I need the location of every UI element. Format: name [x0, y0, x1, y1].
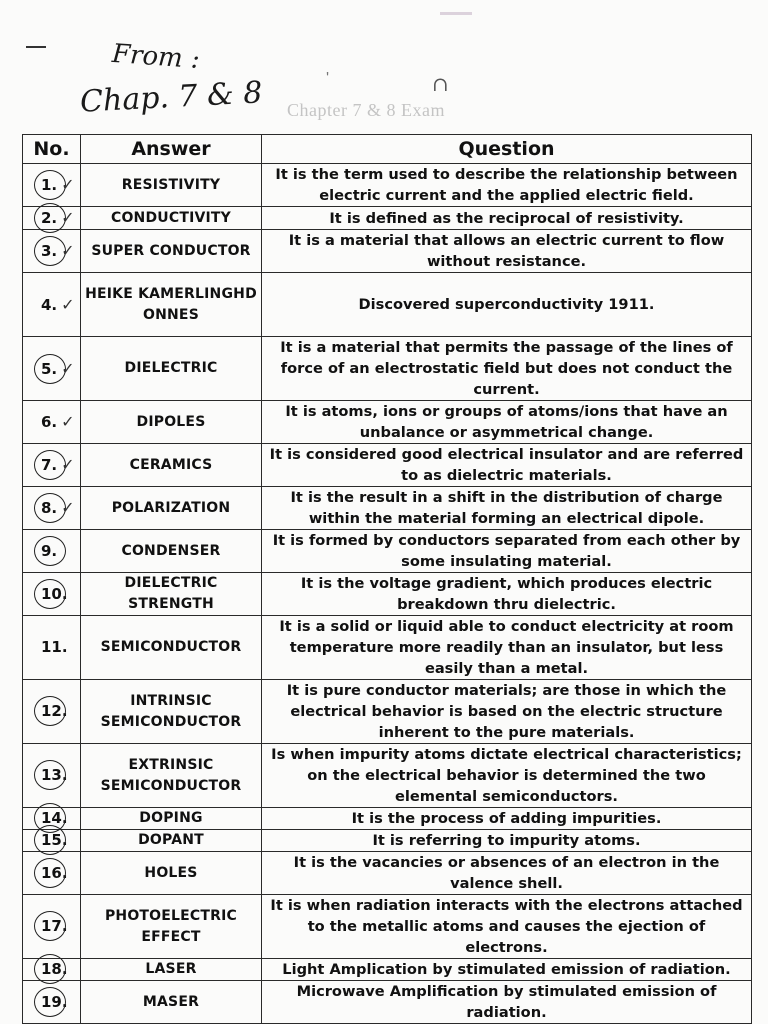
answer-cell: HEIKE KAMERLINGHD ONNES	[81, 273, 262, 337]
row-number	[23, 444, 81, 487]
table-row	[23, 530, 752, 573]
row-number-text: 10.	[41, 584, 68, 603]
answer-cell: DIELECTRIC	[81, 337, 262, 401]
checkmark-icon: ✓	[61, 358, 75, 378]
answer-cell: RESISTIVITY	[81, 164, 262, 207]
question-cell: It is a material that permits the passage of the lines of force of an electrostatic field but does not conduct the current.	[262, 337, 752, 401]
row-number-text: 3.	[41, 242, 58, 260]
answer-cell: INTRINSIC SEMICONDUCTOR	[81, 680, 262, 744]
table-row	[23, 959, 752, 981]
table-row	[23, 830, 752, 852]
question-cell: It is the term used to describe the relationship between electric current and the applied electric field.	[262, 164, 752, 207]
header-answer: Answer	[81, 135, 262, 164]
question-cell: It is referring to impurity atoms.	[262, 830, 752, 852]
table-row	[23, 895, 752, 959]
question-cell: It is the result in a shift in the distribution of charge within the material forming an electrical dipole.	[262, 487, 752, 530]
answer-cell: EXTRINSIC SEMICONDUCTOR	[81, 744, 262, 808]
question-cell: Microwave Amplification by stimulated emission of radiation.	[262, 981, 752, 1024]
scan-smudge	[440, 12, 472, 15]
answer-cell: DOPANT	[81, 830, 262, 852]
table-row	[23, 273, 752, 337]
question-cell: Discovered superconductivity 1911.	[262, 273, 752, 337]
row-number	[23, 207, 81, 230]
row-number	[23, 981, 81, 1024]
row-number-text: 4.	[41, 295, 58, 314]
question-cell: It is considered good electrical insulator and are referred to as dielectric materials.	[262, 444, 752, 487]
question-cell: It is the voltage gradient, which produces electric breakdown thru dielectric.	[262, 573, 752, 616]
header-no: No.	[23, 135, 81, 164]
checkmark-icon: ✓	[61, 498, 75, 517]
stray-mark: ∩	[432, 72, 449, 96]
question-cell: It is pure conductor materials; are those in which the electrical behavior is based on the electric structure inherent to the pure materials.	[262, 680, 752, 744]
row-number	[23, 830, 81, 852]
checkmark-icon: ✓	[61, 412, 75, 431]
answer-cell: DIPOLES	[81, 401, 262, 444]
handwritten-chapters: Chap. 7 & 8	[79, 75, 264, 120]
row-number-text: 8.	[41, 499, 58, 517]
row-number-text: 6.	[41, 413, 58, 431]
checkmark-icon: ✓	[61, 294, 75, 314]
table-row	[23, 744, 752, 808]
checkmark-icon: ✓	[61, 175, 75, 194]
answer-cell: POLARIZATION	[81, 487, 262, 530]
table-row	[23, 487, 752, 530]
row-number	[23, 230, 81, 273]
checkmark-icon: ✓	[61, 241, 75, 260]
stray-mark: '	[326, 70, 330, 87]
answer-cell: MASER	[81, 981, 262, 1024]
table-row	[23, 680, 752, 744]
row-number-text: 19.	[41, 992, 68, 1011]
table-row	[23, 401, 752, 444]
row-number	[23, 164, 81, 207]
row-number	[23, 852, 81, 895]
row-number	[23, 487, 81, 530]
answer-cell: PHOTOELECTRIC EFFECT	[81, 895, 262, 959]
row-number-text: 7.	[41, 456, 58, 474]
question-cell: Is when impurity atoms dictate electrical characteristics; on the electrical behavior is determined the two elemental semiconductors.	[262, 744, 752, 808]
question-cell: It is formed by conductors separated from each other by some insulating material.	[262, 530, 752, 573]
question-cell: Light Amplication by stimulated emission of radiation.	[262, 959, 752, 981]
question-cell: It is a solid or liquid able to conduct electricity at room temperature more readily than an insulator, but less easily than a metal.	[262, 616, 752, 680]
row-number-text: 5.	[41, 359, 58, 378]
row-number-text: 9.	[41, 541, 58, 560]
question-cell: It is the process of adding impurities.	[262, 808, 752, 830]
question-cell: It is the vacancies or absences of an electron in the valence shell.	[262, 852, 752, 895]
table-row	[23, 852, 752, 895]
answer-cell: SEMICONDUCTOR	[81, 616, 262, 680]
row-number	[23, 337, 81, 401]
row-number-text: 12.	[41, 702, 68, 720]
answer-cell: DIELECTRIC STRENGTH	[81, 573, 262, 616]
question-cell: It is defined as the reciprocal of resistivity.	[262, 207, 752, 230]
answer-cell: SUPER CONDUCTOR	[81, 230, 262, 273]
table-row	[23, 444, 752, 487]
table-row	[23, 164, 752, 207]
checkmark-icon: ✓	[61, 208, 75, 227]
answer-cell: CERAMICS	[81, 444, 262, 487]
handwritten-from: From :	[111, 38, 201, 76]
answer-cell: HOLES	[81, 852, 262, 895]
faded-exam-title: Chapter 7 & 8 Exam	[287, 100, 445, 120]
row-number-text: 16.	[41, 863, 68, 882]
table-row	[23, 808, 752, 830]
row-number-text: 17.	[41, 917, 68, 935]
row-number	[23, 530, 81, 573]
row-number-text: 2.	[41, 209, 58, 227]
row-number	[23, 616, 81, 680]
row-number	[23, 273, 81, 337]
question-cell: It is atoms, ions or groups of atoms/ions that have an unbalance or asymmetrical change.	[262, 401, 752, 444]
row-number	[23, 959, 81, 981]
row-number	[23, 744, 81, 808]
row-number	[23, 401, 81, 444]
header-question: Question	[262, 135, 752, 164]
row-number	[23, 573, 81, 616]
table-row	[23, 616, 752, 680]
checkmark-icon: ✓	[61, 455, 75, 474]
table-row	[23, 337, 752, 401]
row-number-text: 11.	[41, 638, 68, 656]
table-row	[23, 207, 752, 230]
question-cell: It is a material that allows an electric current to flow without resistance.	[262, 230, 752, 273]
row-number-text: 13.	[41, 766, 68, 784]
table-header-row	[23, 135, 752, 164]
row-number	[23, 680, 81, 744]
row-number-text: 14.	[41, 809, 68, 827]
row-number-text: 1.	[41, 176, 58, 194]
answer-cell: DOPING	[81, 808, 262, 830]
row-number-text: 15.	[41, 831, 68, 849]
table-row	[23, 573, 752, 616]
margin-dash-mark	[26, 46, 46, 48]
row-number-text: 18.	[41, 960, 68, 978]
row-number	[23, 895, 81, 959]
answer-cell: CONDENSER	[81, 530, 262, 573]
answer-cell: CONDUCTIVITY	[81, 207, 262, 230]
table-row	[23, 981, 752, 1024]
question-cell: It is when radiation interacts with the electrons attached to the metallic atoms and causes the ejection of electrons.	[262, 895, 752, 959]
table-row	[23, 230, 752, 273]
answer-key-table	[22, 134, 752, 1024]
answer-cell: LASER	[81, 959, 262, 981]
